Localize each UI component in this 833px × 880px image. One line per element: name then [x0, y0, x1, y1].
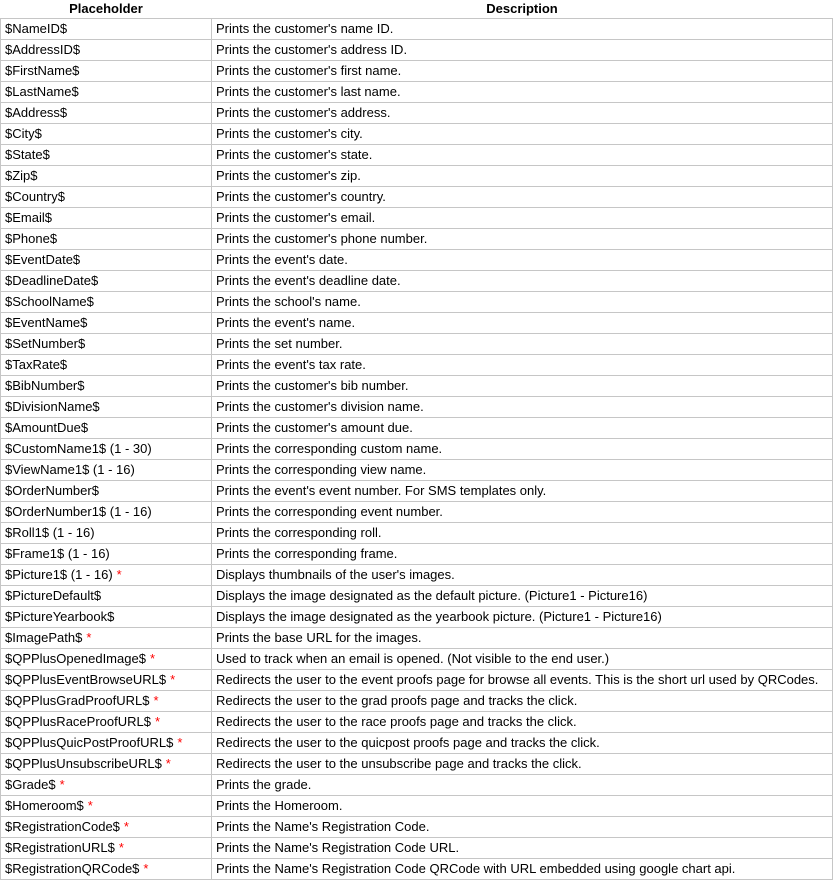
placeholder-text: $Picture1$ (1 - 16) — [5, 567, 113, 582]
table-row — [1, 250, 833, 271]
table-row — [1, 208, 833, 229]
placeholder-text: $BibNumber$ — [5, 378, 85, 393]
description-cell: Prints the event's tax rate. — [212, 355, 833, 376]
description-cell: Prints the customer's country. — [212, 187, 833, 208]
description-cell: Prints the corresponding event number. — [212, 502, 833, 523]
placeholder-text: $LastName$ — [5, 84, 79, 99]
placeholder-cell — [1, 628, 212, 649]
placeholder-text: $Address$ — [5, 105, 68, 120]
placeholder-cell — [1, 208, 212, 229]
placeholder-cell — [1, 502, 212, 523]
table-row — [1, 691, 833, 712]
required-asterisk: * — [154, 714, 161, 729]
placeholder-text: $Email$ — [5, 210, 52, 225]
table-header — [1, 0, 833, 19]
table-row — [1, 649, 833, 670]
placeholder-text: $QPPlusUnsubscribeURL$ — [5, 756, 162, 771]
placeholder-cell — [1, 712, 212, 733]
description-cell: Prints the customer's address ID. — [212, 40, 833, 61]
placeholder-cell — [1, 796, 212, 817]
placeholder-text: $State$ — [5, 147, 50, 162]
placeholder-text: $QPPlusQuicPostProofURL$ — [5, 735, 174, 750]
table-row — [1, 334, 833, 355]
description-cell: Prints the event's event number. For SMS templates only. — [212, 481, 833, 502]
placeholder-text: $TaxRate$ — [5, 357, 68, 372]
description-cell: Prints the customer's city. — [212, 124, 833, 145]
description-cell: Redirects the user to the quicpost proofs page and tracks the click. — [212, 733, 833, 754]
table-row — [1, 628, 833, 649]
description-cell: Prints the corresponding frame. — [212, 544, 833, 565]
description-cell: Prints the customer's amount due. — [212, 418, 833, 439]
description-cell: Redirects the user to the unsubscribe page and tracks the click. — [212, 754, 833, 775]
description-cell: Prints the customer's last name. — [212, 82, 833, 103]
placeholder-text: $NameID$ — [5, 21, 68, 36]
description-cell: Prints the customer's zip. — [212, 166, 833, 187]
table-row — [1, 460, 833, 481]
placeholder-text: $OrderNumber$ — [5, 483, 99, 498]
placeholder-cell — [1, 859, 212, 880]
description-cell: Prints the customer's bib number. — [212, 376, 833, 397]
placeholder-cell — [1, 838, 212, 859]
placeholder-text: $QPPlusEventBrowseURL$ — [5, 672, 167, 687]
placeholder-text: $CustomName1$ (1 - 30) — [5, 441, 152, 456]
placeholder-cell — [1, 355, 212, 376]
table-row — [1, 502, 833, 523]
table-row — [1, 607, 833, 628]
required-asterisk: * — [143, 861, 149, 876]
placeholder-text: $AddressID$ — [5, 42, 81, 57]
description-cell: Prints the customer's division name. — [212, 397, 833, 418]
description-cell: Prints the customer's address. — [212, 103, 833, 124]
placeholder-cell — [1, 250, 212, 271]
description-cell: Prints the event's name. — [212, 313, 833, 334]
table-row — [1, 523, 833, 544]
placeholder-text: $QPPlusGradProofURL$ — [5, 693, 150, 708]
description-cell: Prints the event's deadline date. — [212, 271, 833, 292]
placeholder-cell — [1, 145, 212, 166]
placeholder-text: $SetNumber$ — [5, 336, 86, 351]
required-asterisk: * — [165, 756, 171, 771]
description-cell: Prints the Homeroom. — [212, 796, 833, 817]
table-row — [1, 481, 833, 502]
description-cell: Prints the base URL for the images. — [212, 628, 833, 649]
required-asterisk: * — [86, 630, 92, 645]
description-cell: Prints the event's date. — [212, 250, 833, 271]
placeholder-text: $RegistrationQRCode$ — [5, 861, 140, 876]
table-row — [1, 397, 833, 418]
description-cell: Prints the Name's Registration Code QRCode with URL embedded using google chart api. — [212, 859, 833, 880]
required-asterisk: * — [177, 735, 183, 750]
description-cell: Prints the Name's Registration Code. — [212, 817, 833, 838]
table-body — [1, 19, 833, 880]
placeholder-cell — [1, 82, 212, 103]
description-cell: Prints the corresponding view name. — [212, 460, 833, 481]
description-cell: Prints the customer's name ID. — [212, 19, 833, 40]
placeholder-text: $Zip$ — [5, 168, 38, 183]
placeholder-cell — [1, 607, 212, 628]
table-row — [1, 859, 833, 880]
table-row — [1, 145, 833, 166]
description-cell: Displays thumbnails of the user's images. — [212, 565, 833, 586]
placeholder-text: $QPPlusRaceProofURL$ — [5, 714, 151, 729]
table-row — [1, 355, 833, 376]
placeholder-cell — [1, 775, 212, 796]
placeholder-text: $QPPlusOpenedImage$ — [5, 651, 146, 666]
placeholder-text: $AmountDue$ — [5, 420, 89, 435]
placeholder-cell — [1, 61, 212, 82]
required-asterisk: * — [123, 819, 129, 834]
table-row — [1, 229, 833, 250]
placeholder-cell — [1, 565, 212, 586]
description-cell: Prints the customer's email. — [212, 208, 833, 229]
placeholder-cell — [1, 187, 212, 208]
placeholder-cell — [1, 397, 212, 418]
description-cell: Prints the Name's Registration Code URL. — [212, 838, 833, 859]
table-row — [1, 733, 833, 754]
placeholder-cell — [1, 40, 212, 61]
placeholder-text: $Frame1$ (1 - 16) — [5, 546, 110, 561]
description-cell: Displays the image designated as the default picture. (Picture1 - Picture16) — [212, 586, 833, 607]
placeholder-cell — [1, 460, 212, 481]
table-row — [1, 775, 833, 796]
table-row — [1, 439, 833, 460]
placeholder-text: $Roll1$ (1 - 16) — [5, 525, 95, 540]
table-row — [1, 565, 833, 586]
required-asterisk: * — [59, 777, 65, 792]
placeholder-text: $RegistrationURL$ — [5, 840, 115, 855]
placeholder-cell — [1, 124, 212, 145]
placeholder-cell — [1, 376, 212, 397]
header-row — [1, 0, 833, 19]
placeholder-text: $Phone$ — [5, 231, 58, 246]
description-cell: Prints the corresponding roll. — [212, 523, 833, 544]
description-cell: Prints the grade. — [212, 775, 833, 796]
placeholder-text: $SchoolName$ — [5, 294, 94, 309]
column-header-description: Description — [486, 1, 558, 16]
placeholder-cell — [1, 649, 212, 670]
placeholder-cell — [1, 19, 212, 40]
table-row — [1, 838, 833, 859]
placeholder-text: $ViewName1$ (1 - 16) — [5, 462, 135, 477]
table-row — [1, 544, 833, 565]
placeholder-cell — [1, 439, 212, 460]
table-row — [1, 754, 833, 775]
placeholder-text: $PictureYearbook$ — [5, 609, 115, 624]
placeholder-text: $Grade$ — [5, 777, 56, 792]
placeholder-text: $FirstName$ — [5, 63, 80, 78]
table-row — [1, 817, 833, 838]
table-row — [1, 61, 833, 82]
placeholder-cell — [1, 481, 212, 502]
column-header-placeholder: Placeholder — [69, 1, 143, 16]
placeholder-cell — [1, 733, 212, 754]
table-row — [1, 586, 833, 607]
placeholder-text: $City$ — [5, 126, 42, 141]
placeholder-cell — [1, 754, 212, 775]
description-cell: Prints the set number. — [212, 334, 833, 355]
table-row — [1, 670, 833, 691]
table-row — [1, 292, 833, 313]
description-cell: Used to track when an email is opened. (Not visible to the end user.) — [212, 649, 833, 670]
placeholder-text: $DivisionName$ — [5, 399, 100, 414]
description-cell: Redirects the user to the race proofs page and tracks the click. — [212, 712, 833, 733]
placeholder-cell — [1, 166, 212, 187]
placeholder-text: $EventName$ — [5, 315, 88, 330]
table-row — [1, 19, 833, 40]
table-row — [1, 187, 833, 208]
placeholder-cell — [1, 523, 212, 544]
description-cell: Prints the customer's phone number. — [212, 229, 833, 250]
table-row — [1, 271, 833, 292]
required-asterisk: * — [149, 651, 155, 666]
table-row — [1, 82, 833, 103]
description-cell: Prints the customer's first name. — [212, 61, 833, 82]
table-row — [1, 313, 833, 334]
placeholder-cell — [1, 292, 212, 313]
table-row — [1, 796, 833, 817]
description-cell: Displays the image designated as the yearbook picture. (Picture1 - Picture16) — [212, 607, 833, 628]
table-row — [1, 712, 833, 733]
placeholder-text: $OrderNumber1$ (1 - 16) — [5, 504, 152, 519]
description-cell: Prints the customer's state. — [212, 145, 833, 166]
required-asterisk: * — [87, 798, 93, 813]
placeholder-cell — [1, 586, 212, 607]
table-row — [1, 124, 833, 145]
table-row — [1, 376, 833, 397]
placeholder-cell — [1, 817, 212, 838]
placeholder-cell — [1, 544, 212, 565]
placeholder-cell — [1, 229, 212, 250]
required-asterisk: * — [116, 567, 122, 582]
placeholder-cell — [1, 313, 212, 334]
description-cell: Prints the school's name. — [212, 292, 833, 313]
description-cell: Prints the corresponding custom name. — [212, 439, 833, 460]
placeholder-text: $RegistrationCode$ — [5, 819, 120, 834]
placeholder-text: $EventDate$ — [5, 252, 81, 267]
required-asterisk: * — [153, 693, 159, 708]
table-row — [1, 103, 833, 124]
table-row — [1, 166, 833, 187]
placeholder-text: $DeadlineDate$ — [5, 273, 99, 288]
placeholder-cell — [1, 334, 212, 355]
placeholder-cell — [1, 691, 212, 712]
placeholder-text: $Country$ — [5, 189, 65, 204]
description-cell: Redirects the user to the event proofs page for browse all events. This is the short url used by QRCodes. — [212, 670, 833, 691]
placeholder-cell — [1, 418, 212, 439]
required-asterisk: * — [118, 840, 124, 855]
table-row — [1, 418, 833, 439]
table-row — [1, 40, 833, 61]
placeholder-text: $Homeroom$ — [5, 798, 84, 813]
placeholder-cell — [1, 103, 212, 124]
placeholder-text: $PictureDefault$ — [5, 588, 102, 603]
placeholder-text: $ImagePath$ — [5, 630, 83, 645]
placeholder-cell — [1, 271, 212, 292]
description-cell: Redirects the user to the grad proofs page and tracks the click. — [212, 691, 833, 712]
required-asterisk: * — [170, 672, 176, 687]
placeholder-cell — [1, 670, 212, 691]
